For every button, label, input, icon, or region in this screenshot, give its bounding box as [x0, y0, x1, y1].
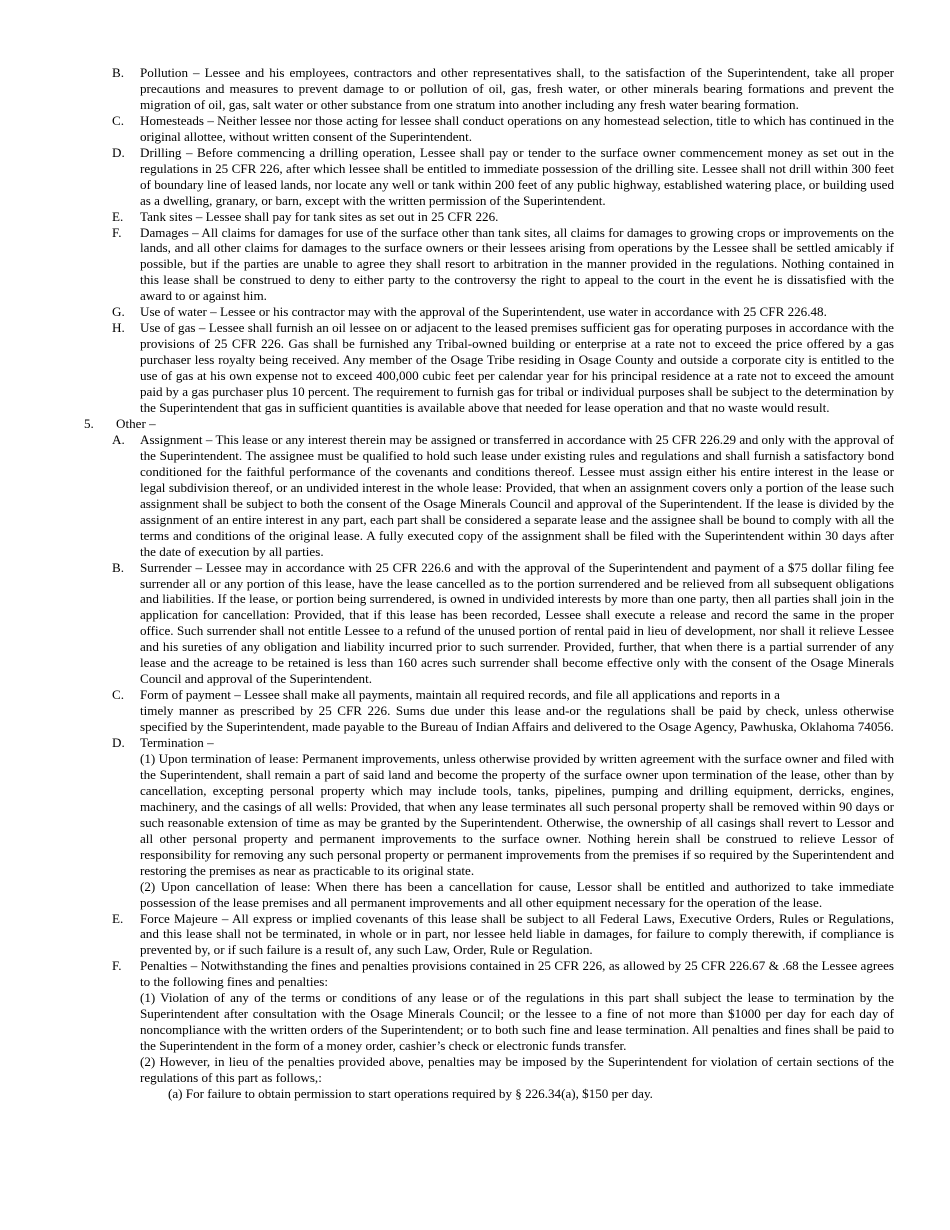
clause-label: E. [112, 208, 124, 224]
clause-label: H. [112, 320, 125, 336]
clause-label: A. [112, 431, 125, 447]
clause-pollution [0, 65, 950, 113]
clause-assignment [0, 432, 950, 560]
clause-tank-sites [0, 209, 950, 225]
clause-termination [0, 735, 950, 910]
termination-paragraph-1: (1) Upon termination of lease: Permanent improvements, unless otherwise provided by written agreement with the surface owner and filed with the Superintendent, shall remain a part of said land and become the property of the surface owner upon termination of the lease, other than by cancellation, excepting personal property which may include tools, tanks, pipelines, pumping and drilling equipment, derricks, engines, machinery, and the casings of all wells: Provided, that when any lease terminates all such personal property shall be removed within 90 days or such reasonable extension of time as may be granted by the Superintendent. Otherwise, the ownership of all casings shall revert to Lessor and all other personal property and permanent improvements to the surface owner. Nothing herein shall be construed to relieve Lessor of responsibility for removing any such personal property or permanent improvements from the premises if so required by the Superintendent and restoring the premises as near as practicable to its original state. [140, 750, 894, 878]
clause-text-first-line: Form of payment – Lessee shall make all payments, maintain all required records, and file all applications and reports in a [140, 687, 780, 703]
penalties-subitem-a [0, 1086, 950, 1102]
clause-label: C. [112, 687, 125, 703]
clause-text: Damages – All claims for damages for use of the surface other than tank sites, all claims for damages to growing crops or improvements on the lands, and all other claims for damages to the surface owners or their lessees arising from operations by the Lessee shall be settled amicably if possible, but if the parties are unable to agree they shall resort to arbitration in the manner provided in the regulations. Nothing contained in this lease shall be construed to deny to either party to the controversy the right to appeal to the court in the event he is dissatisfied with the award to or against him. [140, 224, 894, 304]
clause-label: C. [112, 112, 125, 128]
clause-text: Use of gas – Lessee shall furnish an oil lessee on or adjacent to the leased premises sufficient gas for operating purposes in accordance with the provisions of 25 CFR 226. Gas shall be furnished any Tribal-owned building or enterprise at a rate not to exceed the price offered by a gas purchaser less royalty being received. Any member of the Osage Tribe residing in Osage County and outside a corporate city is entitled to the use of gas at his own expense not to exceed 400,000 cubic feet per calendar year for his principal residence at a rate not to exceed the amount paid by a gas purchaser plus 10 percent. The requirement to furnish gas for tribal or individual purposes shall be subject to the determination by the Superintendent that gas in sufficient quantities is available above that needed for lease operation and that no waste would result. [140, 320, 894, 416]
clause-text: timely manner as prescribed by 25 CFR 226. Sums due under this lease and-or the regulations shall be paid by check, unless otherwise specified by the Superintendent, made payable to the Bureau of Indian Affairs and delivered to the Osage Agency, Pawhuska, Oklahoma 74056. [140, 703, 894, 735]
clause-form-of-payment [0, 687, 950, 735]
clause-text: Force Majeure – All express or implied covenants of this lease shall be subject to all Federal Laws, Executive Orders, Rules or Regulations, and this lease shall not be terminated, in whole or in part, nor lessee held liable in damages, for failure to comply therewith, if compliance is prevented by, or if such failure is a result of, any such Law, Order, Rule or Regulation. [140, 910, 894, 958]
clause-label: F. [112, 958, 122, 974]
subitem-text: (a) For failure to obtain permission to start operations required by § 226.34(a), $150 per day. [168, 1086, 653, 1101]
clause-text: Surrender – Lessee may in accordance with 25 CFR 226.6 and with the approval of the Superintendent and payment of a $75 dollar filing fee surrender all or any portion of this lease, have the lease cancelled as to the portion surrendered and be relieved from all subsequent obligations and liabilities. If the lease, or portion being surrendered, is owned in undivided interests by more than one party, then all parties shall join in the application for cancellation: Provided, that if this lease has been recorded, Lessee shall execute a release and record the same in the proper office. Such surrender shall not entitle Lessee to a refund of the unused portion of rental paid in lieu of development, nor shall it relieve Lessee and his sureties of any obligation and liability incurred prior to such surrender. Provided, further, that when there is a partial surrender of any lease and the acreage to be retained is less than 160 acres such surrender shall become effective only with the consent of the Osage Minerals Council and approval of the Superintendent. [140, 559, 894, 687]
clause-use-of-gas [0, 320, 950, 416]
clause-text: Use of water – Lessee or his contractor may with the approval of the Superintendent, use water in accordance with 25 CFR 226.48. [140, 304, 827, 320]
termination-paragraph-2: (2) Upon cancellation of lease: When there has been a cancellation for cause, Lessor shall be entitled and authorized to take immediate possession of the lease premises and all permanent improvements and all other equipment necessary for the operation of the lease. [140, 878, 894, 910]
clause-penalties [0, 958, 950, 1086]
clause-use-of-water [0, 304, 950, 320]
section-title: Other – [116, 415, 156, 431]
clause-title: Termination – [140, 735, 214, 751]
clause-text: Drilling – Before commencing a drilling operation, Lessee shall pay or tender to the surface owner commencement money as set out in the regulations in 25 CFR 226, after which lessee shall be entitled to immediate possession of the drilling site. Lessee shall not drill within 300 feet of boundary line of leased lands, nor locate any well or tank within 200 feet of any public highway, established watering place, or building used as a dwelling, granary, or barn, except with the written permission of the Superintendent. [140, 144, 894, 208]
clause-drilling [0, 145, 950, 209]
clause-surrender [0, 560, 950, 688]
clause-label: G. [112, 304, 125, 320]
section-other [0, 416, 950, 432]
clause-text: Assignment – This lease or any interest therein may be assigned or transferred in accordance with 25 CFR 226.29 and only with the approval of the Superintendent. The assignee must be qualified to hold such lease under existing rules and regulations and shall furnish a satisfactory bond conditioned for the faithful performance of the covenants and conditions thereof. Lessee must assign either his entire interest in the lease or legal subdivision thereof, or an undivided interest in the whole lease: Provided, that when an assignment covers only a portion of the lease such assignment shall be subject to both the consent of the Osage Minerals Council and approval of the Superintendent. If the lease is divided by the assignment of an entire interest in any part, each part shall be considered a separate lease and the assignee shall be bound to comply with all the terms and conditions of the original lease. A fully executed copy of the assignment shall be filed with the Superintendent within 30 days after the date of execution by all parties. [140, 431, 894, 559]
clause-label: F. [112, 224, 122, 240]
clause-force-majeure [0, 911, 950, 959]
clause-homesteads [0, 113, 950, 145]
penalties-paragraph-2: (2) However, in lieu of the penalties provided above, penalties may be imposed by the Superintendent for violation of certain sections of the regulations of this part as follows,: [140, 1054, 894, 1086]
clause-label: D. [112, 735, 125, 751]
clause-text: Tank sites – Lessee shall pay for tank sites as set out in 25 CFR 226. [140, 208, 499, 224]
clause-text: Homesteads – Neither lessee nor those acting for lessee shall conduct operations on any homestead selection, title to which has continued in the original allottee, without written consent of the Superintendent. [140, 112, 894, 144]
section-number: 5. [84, 415, 94, 431]
clause-label: D. [112, 144, 125, 160]
clause-label: E. [112, 910, 124, 926]
clause-text: Penalties – Notwithstanding the fines and penalties provisions contained in 25 CFR 226, as allowed by 25 CFR 226.67 & .68 the Lessee agrees to the following fines and penalties: [140, 958, 894, 990]
penalties-paragraph-1: (1) Violation of any of the terms or conditions of any lease or of the regulations in this part shall subject the lease to termination by the Superintendent after consultation with the Osage Minerals Council; or the lessee to a fine of not more than $1000 per day for each day of noncompliance with the written orders of the Superintendent; or to both such fine and lease termination. All penalties and fines shall be paid to the Superintendent in the form of a money order, cashier’s check or electronic funds transfer. [140, 990, 894, 1054]
clause-text: Pollution – Lessee and his employees, contractors and other representatives shall, to the satisfaction of the Superintendent, take all proper precautions and measures to prevent damage to or pollution of oil, gas, fresh water, or other minerals bearing formations and prevent the migration of oil, gas, salt water or other substance from one stratum into another including any fresh water bearing formation. [140, 65, 894, 112]
document-page [0, 65, 950, 1102]
clause-label: B. [112, 65, 125, 80]
clause-label: B. [112, 559, 125, 575]
clause-damages [0, 225, 950, 305]
